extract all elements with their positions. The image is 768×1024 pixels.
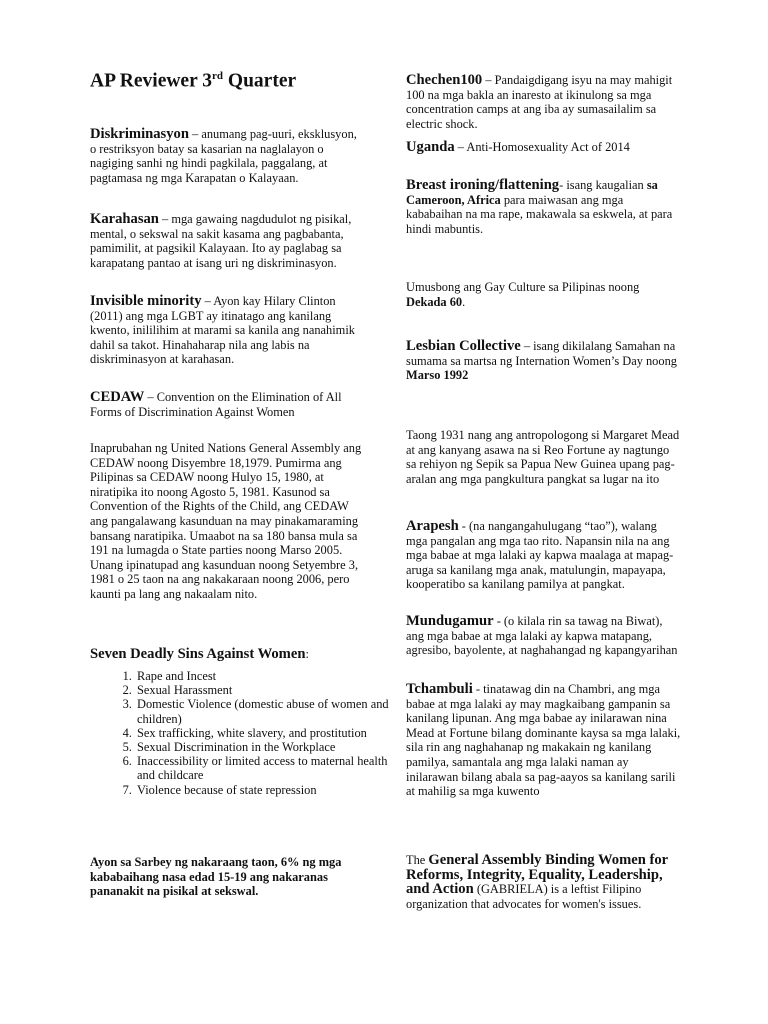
mundugamor-definition bbox=[406, 614, 681, 658]
diskriminasyon-definition bbox=[90, 127, 365, 185]
arapesh-definition bbox=[406, 519, 681, 592]
term-cedaw: CEDAW bbox=[90, 389, 145, 405]
cedaw-paragraph: Inaprubahan ng United Nations General Assembly ang CEDAW noong Disyembre 18,1979. Pumirma ang Pilipinas sa CEDAW noong Hulyo 15, 1980, at niratipika ito noong Agosto 5, 1981. Kasunod sa Convention of the Rights of the Child, ang CEDAW ang pangalawang kasunduan na may pinakamaraming bansang naratipika. Umaabot na sa 180 bansa mula sa 191 na lumagda o State parties noong Marso 2005. Unang ipinatupad ang kasunduan noong Setyembre 3, 1981 o 25 taon na ang nakakaraan noong 2006, pero kaunti pa lang ang nakaalam nito. bbox=[90, 441, 362, 601]
definition-text: – Convention on the Elimination of All Forms of Discrimination Against Women bbox=[90, 390, 342, 419]
definition-text: – Pandaigdigang isyu na may mahigit 100 na mga bakla an inaresto at ikinulong sa mga concentration camps at ang iba ay sumasailalim sa electric shock. bbox=[406, 73, 673, 131]
title-rest: Quarter bbox=[223, 70, 297, 92]
definition-text: – mga gawaing nagdudulot ng pisikal, mental, o sekswal na sakit kasama ang pagbabanta, pamimilit, at pagsikil Kalayaan. Ito ay paglabag sa karapatang pantao at isang uri ng diskriminasyon. bbox=[90, 212, 352, 270]
bold-date: Marso 1992 bbox=[406, 368, 469, 383]
term-diskriminasyon: Diskriminasyon bbox=[90, 126, 189, 142]
list-item: 7. Violence because of state repression bbox=[135, 783, 405, 797]
statement-text: Umusbong ang Gay Culture sa Pilipinas noong bbox=[406, 280, 640, 294]
term-uganda: Uganda bbox=[406, 139, 455, 155]
title-superscript: rd bbox=[212, 70, 224, 82]
cedaw-definition bbox=[90, 390, 365, 419]
mead-paragraph: Taong 1931 nang ang antropologong si Margaret Mead at ang kanyang asawa na si Reo Fortune ay nagtungo sa rehiyon ng Sepik sa Papua New Guinea upang pag-aralan ang mga pangkultura pangkat sa lugar na ito bbox=[406, 428, 680, 486]
term-breast-ironing: Breast ironing/flattening bbox=[406, 177, 560, 193]
tchambuli-definition bbox=[406, 682, 681, 799]
term-lesbian-collective: Lesbian Collective bbox=[406, 338, 521, 354]
uganda-definition bbox=[406, 140, 681, 155]
definition-text: (GABRIELA) is a leftist Filipino organization that advocates for women's issues. bbox=[406, 882, 642, 911]
definition-text: - tinatawag din na Chambri, ang mga babae at mga lalaki ay may magkaibang gampanin sa kanilang lipunan. Ang mga babae ay inilarawan nina Mead at Fortune bilang dominante kaysa sa mga lalaki, sila rin ang naghahanap ng makakain ng kanilang pamilya, samantala ang mga lalaki naman ay inilarawan bilang abala sa pag-aayos sa kanilang sarili at mahilig sa mga kuwento bbox=[406, 682, 681, 799]
chechen-definition bbox=[406, 73, 681, 131]
definition-text: – isang dikilalang Samahan na sumama sa martsa ng Internation Women’s Day noong bbox=[406, 339, 677, 368]
definition-text: para maiwasan ang mga kababaihan na ma rape, makawala sa eskwela, at para hindi mabuntis. bbox=[406, 192, 673, 236]
definition-text: – Ayon kay Hilary Clinton (2011) ang mga LGBT ay itinatago ang kanilang kwento, inililihim at marami sa kanila ang nanahimik dahil sa takot. Hinahaharap nila ang labis na diskriminasyon at karahasan. bbox=[90, 294, 355, 367]
definition-text: - isang kaugalian bbox=[559, 178, 647, 192]
invisible-minority-definition bbox=[90, 294, 365, 367]
list-item: 5. Sexual Discrimination in the Workplace bbox=[135, 740, 405, 754]
term-karahasan: Karahasan bbox=[90, 211, 159, 227]
gabriela-definition bbox=[406, 853, 681, 911]
seven-sins-heading-text: Seven Deadly Sins Against Women bbox=[90, 646, 306, 662]
page-title bbox=[90, 70, 296, 93]
list-item: 3. Domestic Violence (domestic abuse of women and children) bbox=[135, 697, 405, 725]
term-mundugamur: Mundugamur bbox=[406, 613, 494, 629]
seven-sins-list bbox=[90, 669, 405, 797]
term-arapesh: Arapesh bbox=[406, 518, 459, 534]
article-text: The bbox=[406, 853, 429, 867]
list-item: 2. Sexual Harassment bbox=[135, 683, 405, 697]
term-gabriela: General Assembly Binding Women for Reforms, Integrity, Equality, Leadership, and Action bbox=[406, 852, 668, 898]
bold-decade: Dekada 60 bbox=[406, 294, 463, 309]
definition-text: - (na nangangahulugang “tao”), walang mga pangalan ang mga tao rito. Napansin nila na ang mga babae at mga lalaki ay kapwa maalaga at mapag-aruga sa kanilang mga anak, matulungin, mapayapa, kooperatibo sa kanilang pamilya at pangkat. bbox=[406, 519, 674, 592]
seven-sins-heading bbox=[90, 647, 365, 662]
definition-text: – Anti-Homosexuality Act of 2014 bbox=[454, 140, 630, 154]
statement-end: . bbox=[462, 294, 466, 309]
heading-colon: : bbox=[305, 647, 309, 661]
lesbian-collective-definition bbox=[406, 339, 681, 383]
breast-ironing-definition bbox=[406, 178, 681, 236]
list-item: 6. Inaccessibility or limited access to maternal health and childcare bbox=[135, 754, 405, 782]
list-item: 1. Rape and Incest bbox=[135, 669, 405, 683]
definition-text: – anumang pag-uuri, eksklusyon, o restriksyon batay sa kasarian na naglalayon o nagiging sanhi ng hindi pagkilala, paggalang, at pagtamasa ng mga Karapatan o Kalayaan. bbox=[90, 127, 357, 185]
karahasan-definition bbox=[90, 212, 365, 270]
title-main: AP Reviewer 3 bbox=[90, 70, 213, 92]
term-tchambuli: Tchambuli bbox=[406, 681, 473, 697]
gay-culture-statement bbox=[406, 280, 681, 309]
list-item: 4. Sex trafficking, white slavery, and prostitution bbox=[135, 726, 405, 740]
bold-location: sa Cameroon, Africa bbox=[406, 178, 658, 207]
term-chechen100: Chechen100 bbox=[406, 72, 483, 88]
term-invisible-minority: Invisible minority bbox=[90, 293, 202, 309]
survey-statement: Ayon sa Sarbey ng nakaraang taon, 6% ng mga kababaihang nasa edad 15-19 ang nakaranas pananakit na pisikal at sekswal. bbox=[90, 855, 342, 899]
definition-text: - (o kilala rin sa tawag na Biwat), ang mga babae at mga lalaki ay kapwa matapang, agresibo, bayolente, at naghahangad ng kapangyarihan bbox=[406, 614, 678, 658]
